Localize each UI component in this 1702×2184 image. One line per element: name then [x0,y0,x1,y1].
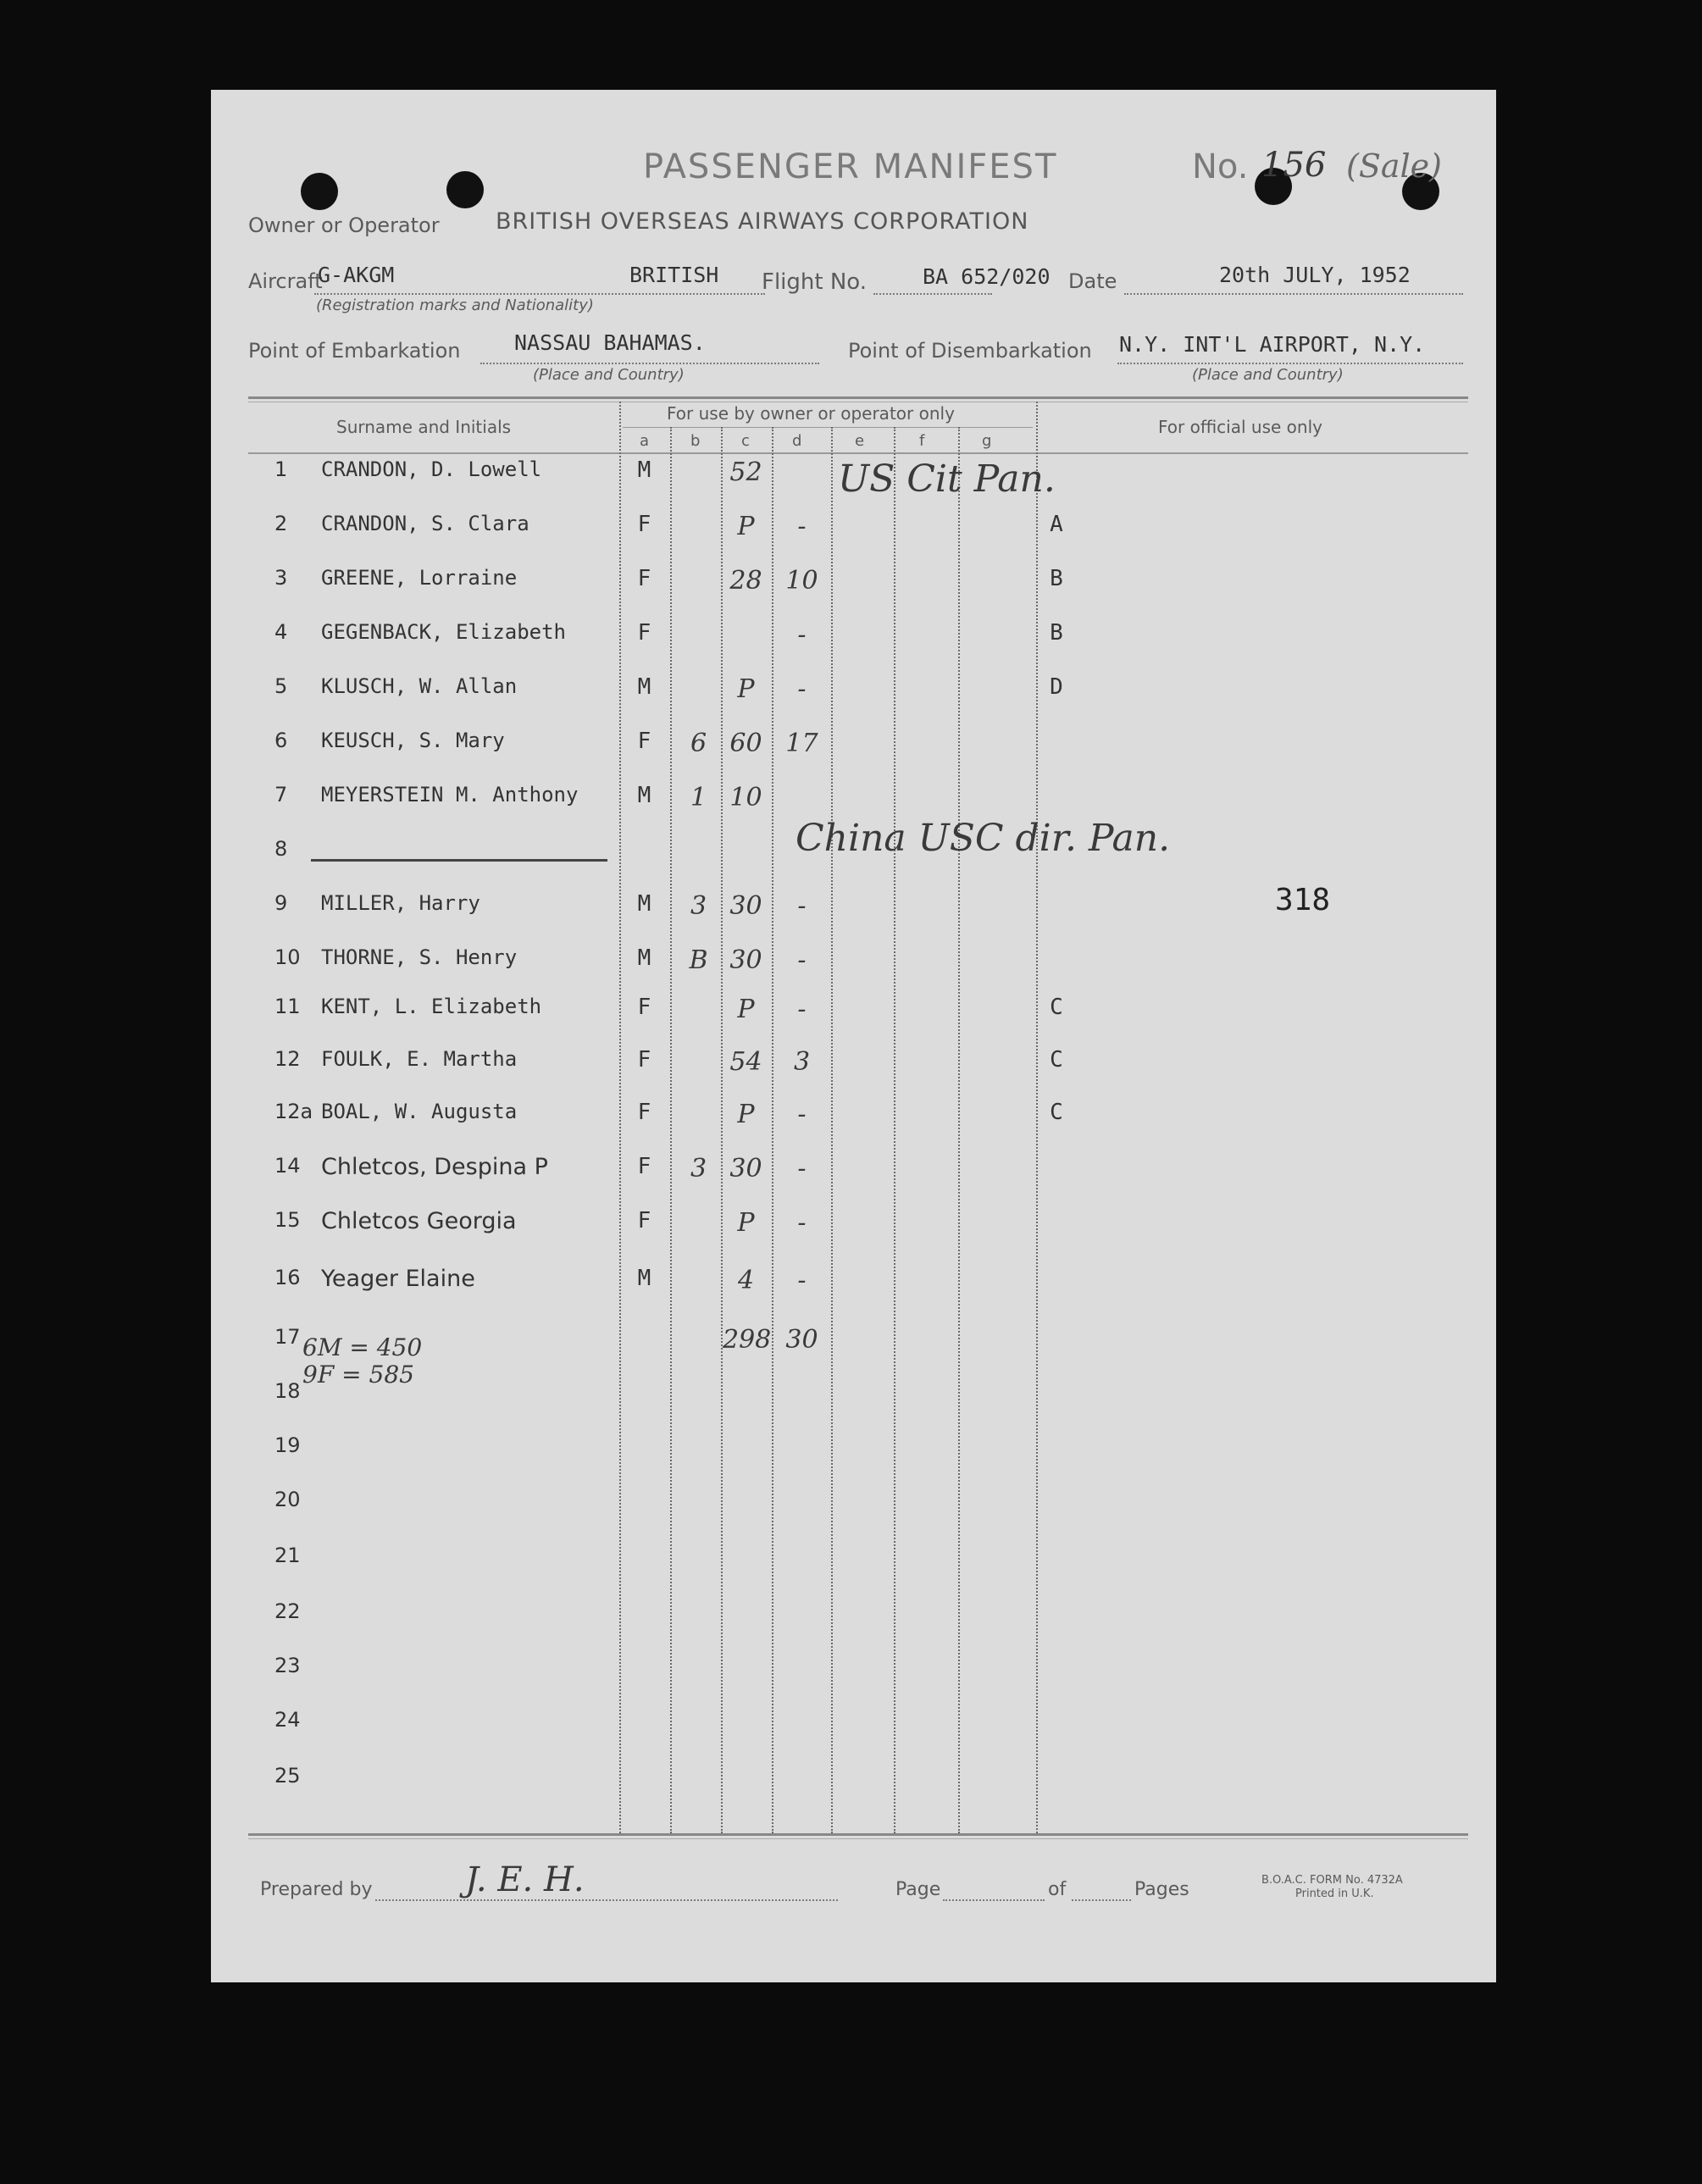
pages-label: Pages [1134,1879,1189,1900]
aircraft-label: Aircraft [248,269,323,293]
table-row [211,620,1496,662]
of-label: of [1048,1879,1067,1900]
cell-a: F [637,1047,651,1073]
row-number: 1 [274,457,288,481]
table-row [211,1654,1496,1696]
table-row [211,512,1496,554]
cell-d: 30 [785,1325,818,1355]
aircraft-note: (Registration marks and Nationality) [316,297,594,314]
cell-d: - [797,620,807,650]
passenger-name: BOAL, W. Augusta [321,1100,518,1123]
form-code: B.O.A.C. FORM No. 4732A [1261,1874,1403,1887]
table-row [211,674,1496,717]
header-surname: Surname and Initials [336,417,512,437]
cell-a: F [637,1208,651,1233]
cell-c: 4 [737,1266,755,1295]
subcol-g: g [982,432,992,450]
cell-d: - [797,1266,807,1295]
cell-d: - [797,1154,807,1183]
cell-d: 17 [785,729,818,758]
aircraft-nationality: BRITISH [629,263,719,287]
passenger-name: MEYERSTEIN M. Anthony [321,783,579,807]
passenger-name: MILLER, Harry [321,891,480,915]
cell-c: 298 [723,1325,772,1355]
row-number: 3 [274,566,288,590]
cell-c: 10 [729,783,762,812]
row-number: 5 [274,674,288,698]
cell-c: P [737,1100,755,1129]
tally-line-1: 6M = 450 [302,1333,423,1361]
passenger-name: GREENE, Lorraine [321,566,518,590]
cell-c: 60 [729,729,762,758]
passenger-name: KENT, L. Elizabeth [321,995,542,1018]
cell-d: - [797,995,807,1024]
table-row [211,1764,1496,1806]
disembarkation-value: N.Y. INT'L AIRPORT, N.Y. [1119,332,1426,357]
owner-label: Owner or Operator [248,213,440,237]
table-row [211,1047,1496,1089]
table-row [211,1544,1496,1586]
row-number: 19 [274,1433,301,1457]
header-owner-use: For use by owner or operator only [667,403,955,424]
cell-d: - [797,674,807,704]
cell-a: M [637,945,651,971]
passenger-name: CRANDON, S. Clara [321,512,529,535]
cell-d: - [797,1100,807,1129]
cell-c: 30 [729,945,762,975]
passenger-name: Chletcos, Despina P [321,1154,548,1180]
passenger-name: CRANDON, D. Lowell [321,457,542,481]
cell-c: 52 [729,457,762,487]
table-row [211,729,1496,771]
cell-c: 28 [729,566,762,596]
table-row [211,945,1496,988]
row-number: 4 [274,620,288,644]
punch-hole-center [446,171,484,208]
cell-b: 3 [690,891,707,921]
manifest-number-label: No. [1192,147,1249,186]
cell-a: M [637,783,651,808]
table-row [211,1599,1496,1642]
cell-a: F [637,729,651,754]
passenger-name: THORNE, S. Henry [321,945,518,969]
passenger-name: Chletcos Georgia [321,1208,517,1234]
row-number: 22 [274,1599,301,1623]
row-number: 23 [274,1654,301,1677]
row-number: 8 [274,837,288,861]
manifest-number-suffix: (Sale) [1346,147,1442,185]
subcol-b: b [690,432,701,450]
table-row [211,1488,1496,1530]
official-code: B [1050,620,1063,646]
aircraft-registration: G-AKGM [318,263,395,287]
punch-hole-left [301,173,338,210]
cell-a: M [637,457,651,483]
row8-strikeout [311,859,607,862]
row-number: 20 [274,1488,301,1511]
flight-no-value: BA 652/020 [923,264,1051,289]
manifest-number: 156 [1261,146,1327,185]
row-number: 24 [274,1708,301,1732]
table-row [211,1208,1496,1250]
cell-b: 3 [690,1154,707,1183]
embarkation-note: (Place and Country) [533,366,685,384]
cell-a: F [637,1154,651,1179]
cell-a: F [637,566,651,591]
cell-c: P [737,1208,755,1238]
printed-in: Printed in U.K. [1295,1887,1374,1900]
cell-c: 30 [729,1154,762,1183]
subcol-a: a [640,432,650,450]
cell-d: 3 [793,1047,811,1077]
row-number: 11 [274,995,301,1018]
row-number: 2 [274,512,288,535]
cell-c: P [737,674,755,704]
cell-b: 6 [690,729,707,758]
passenger-name: KLUSCH, W. Allan [321,674,518,698]
passenger-name: KEUSCH, S. Mary [321,729,505,752]
cell-c: P [737,512,755,541]
table-row [211,566,1496,608]
official-code: D [1050,674,1063,700]
table-row [211,1154,1496,1196]
cell-a: M [637,674,651,700]
cell-c: 30 [729,891,762,921]
prepared-by-signature: J. E. H. [465,1860,585,1899]
header-official-use: For official use only [1158,417,1322,437]
table-row [211,1266,1496,1308]
passenger-name: FOULK, E. Martha [321,1047,518,1071]
subcol-f: f [919,432,925,450]
row1-annotation: US Cit Pan. [838,457,1056,501]
embarkation-value: NASSAU BAHAMAS. [514,330,706,355]
row-number: 17 [274,1325,301,1349]
cell-a: M [637,891,651,917]
cell-a: F [637,995,651,1020]
row-number: 16 [274,1266,301,1289]
cell-c: P [737,995,755,1024]
row-number: 15 [274,1208,301,1232]
passenger-name: Yeager Elaine [321,1266,475,1292]
cell-b: B [689,945,708,975]
subcol-d: d [792,432,802,450]
cell-b: 1 [690,783,707,812]
table-row [211,995,1496,1037]
tally-line-2: 9F = 585 [302,1361,414,1389]
stamp-number: 318 [1275,883,1331,917]
row-number: 18 [274,1379,301,1403]
embarkation-label: Point of Embarkation [248,339,461,363]
row6-annotation: China USC dir. Pan. [796,817,1171,860]
table-row [211,1708,1496,1750]
disembarkation-note: (Place and Country) [1192,366,1344,384]
row-number: 6 [274,729,288,752]
row-number: 12a [274,1100,313,1123]
cell-a: F [637,620,651,646]
flight-no-label: Flight No. [762,269,868,295]
form-title: PASSENGER MANIFEST [643,147,1058,186]
official-code: B [1050,566,1063,591]
row-number: 25 [274,1764,301,1788]
cell-d: - [797,512,807,541]
page-label: Page [895,1879,941,1900]
cell-a: F [637,1100,651,1125]
prepared-by-label: Prepared by [260,1879,373,1900]
date-value: 20th JULY, 1952 [1219,263,1411,287]
cell-d: 10 [785,566,818,596]
subcol-e: e [855,432,865,450]
row-number: 14 [274,1154,301,1178]
official-code: A [1050,512,1063,537]
cell-d: - [797,891,807,921]
row-number: 21 [274,1544,301,1567]
row-number: 9 [274,891,288,915]
disembarkation-label: Point of Disembarkation [848,339,1092,363]
subcol-c: c [741,432,750,450]
owner-value: BRITISH OVERSEAS AIRWAYS CORPORATION [496,208,1029,235]
table-row [211,1100,1496,1142]
row-number: 12 [274,1047,301,1071]
manifest-page [211,90,1496,1982]
official-code: C [1050,1100,1063,1125]
cell-d: - [797,1208,807,1238]
official-code: C [1050,995,1063,1020]
date-label: Date [1068,269,1117,293]
table-row [211,1433,1496,1476]
cell-a: F [637,512,651,537]
cell-d: - [797,945,807,975]
cell-a: M [637,1266,651,1291]
passenger-name: GEGENBACK, Elizabeth [321,620,566,644]
row-number: 10 [274,945,301,969]
row-number: 7 [274,783,288,807]
cell-c: 54 [729,1047,762,1077]
official-code: C [1050,1047,1063,1073]
